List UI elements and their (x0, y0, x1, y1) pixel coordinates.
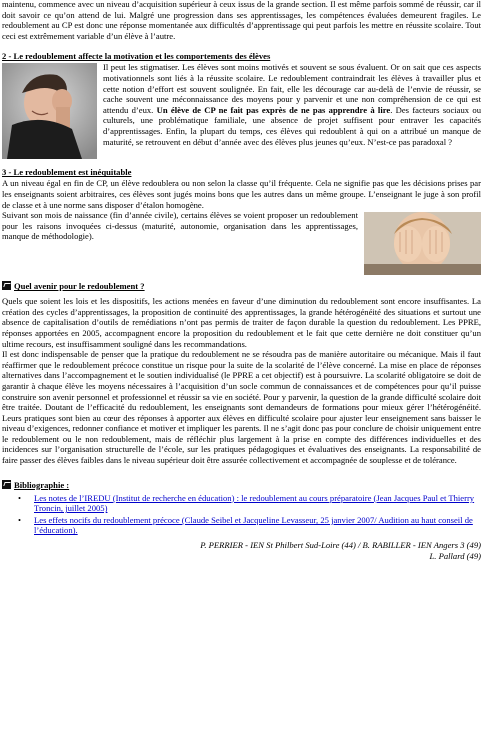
bibliography-link-iredu[interactable]: Les notes de l’IREDU (Institut de recherche en éducation) : le redoublement au cours préparatoire (Jean Jacques Paul et Thierry Troncin, juillet 2005) (34, 492, 475, 514)
section2-emphasis: Un élève de CP ne fait pas exprès de ne pas apprendre à lire (156, 104, 391, 115)
avenir-heading (2, 281, 481, 292)
section2-body (2, 62, 481, 159)
authors-footer (2, 540, 481, 561)
checkbox-icon (2, 281, 11, 290)
avenir-heading-label: Quel avenir pour le redoublement ? (14, 281, 145, 292)
bibliography-list (2, 493, 481, 536)
section3-heading: 3 - Le redoublement est inéquitable (2, 167, 132, 178)
section2-text-b: . Des facteurs sociaux ou culturels, une problématique familiale, une absence de projet suffisent pour entraver les capacités d’apprentissages. Enfin, la plupart du temps, ces élèves qui redoublent à qui on a attribué un manque de maturité, se retrouvent en début d’année avec des élèves plus jeunes qu’eux. N’est-ce pas paradoxal ? (103, 104, 481, 147)
section3-paragraph-2: Suivant son mois de naissance (fin d’année civile), certains élèves se voient proposer un redoublement pour les raisons invoquées ci-dessus (maturité, autonomie, organisation dans les apprentissages, manque de méthodologie). (2, 210, 358, 242)
bibliography-link-effets-nocifs[interactable]: Les effets nocifs du redoublement précoce (Claude Seibel et Jacqueline Levasseur, 25 janvier 2007/ Audition au haut conseil de l’éducation). (34, 514, 473, 536)
intro-paragraph: maintenu, commence avec un niveau d’acquisition supérieur à ceux issus de la grande section. Il est même parfois sommé de réussir, car il doit savoir ce qu’on attend de lui. Malgré une progression dans ses apprentissages, les compétences évaluées demeurent fragiles. Le redoublement au CP est donc une réponse momentanée aux difficultés d’apprentissage qui peut parfois les mettre en réussite scolaire. Tout ceci est extrêmement variable d’un élève à l’autre. (2, 0, 481, 41)
bibliography-item (34, 493, 481, 514)
bibliography-item (34, 515, 481, 536)
checkbox-icon (2, 480, 11, 489)
boy-head-in-hand-photo (2, 63, 97, 159)
section3-paragraph-1: A un niveau égal en fin de CP, un élève redoublera ou non selon la classe qu’il fréquente. Cela ne signifie pas que les décisions prises par les enseignants soient arbitraires, ces élèves sont jugés moins bons que les autres dans un même groupe. L’enseignant le juge à son profil de classe et à une norme sans disposer d’étalon homogène. (2, 178, 481, 210)
bibliography-heading-label: Bibliographie : (14, 479, 70, 490)
section3-body (2, 210, 481, 275)
bibliography-heading (2, 480, 481, 491)
avenir-paragraph-1: Quels que soient les lois et les dispositifs, les actions menées en faveur d’une diminution du redoublement sont encore insuffisantes. La création des cycles d’apprentissages, la proposition de continuité des apprentissages, la grande hétérogénéité des situations et surtout une absence de capitalisation d’outils de remédiations n’ont pas permis de traiter de façon durable la question du redoublement. Les PPRE, réponses apportées en 2005, accompagnent encore la proposition du redoublement et le fait que cette dernière ne doit constituer qu’un ultime recours, est insuffisamment souligné dans les recommandations. (2, 296, 481, 349)
section2-text-a: Il peut les stigmatiser. Les élèves sont moins motivés et souvent se sous évaluent. Or on sait que ces aspects motivationnels sont liés à la réussite scolaire. Le redoublement contraindrait les élèves à travailler plus et cette notion d’effort est souvent soulignée. En fait, elle les décourage car au-delà de l’envie de réussir, se cache souvent une méconnaissance des moyens pour y parvenir et une non compréhension de ce qui est attendu d’eux. (103, 62, 481, 115)
footer-line-1: P. PERRIER - IEN St Philbert Sud-Loire (44) / B. RABILLER - IEN Angers 3 (49) (200, 540, 481, 551)
child-covering-eyes-photo (364, 212, 481, 275)
section2-heading: 2 - Le redoublement affecte la motivation et les comportements des élèves (2, 51, 271, 62)
footer-line-2: L. Pallard (49) (429, 550, 481, 561)
avenir-paragraph-2: Il est donc indispensable de penser que la pratique du redoublement ne se résoudra pas de manière autoritaire ou mécanique. Mais il faut réaffirmer que le redoublement précoce constitue un risque pour la suite de la scolarité de l’élève concerné. La mise en place de réponses alternatives dans l’accompagnement et le soutien individualisé (le PPRE a cet objectif) est à poursuivre. La scolarité obligatoire se doit de garantir à chaque élève les moyens nécessaires à l’acquisition d’un socle commun de connaissances et de compétences pour qu’il puisse construire son avenir personnel et professionnel et réussir sa vie en société. Pour y parvenir, la question de la grande difficulté scolaire doit être traitée. Doutant de l’efficacité du redoublement, les enseignants sont demandeurs de formations pour mieux gérer l’hétérogénéité. Leurs pratiques sont bien au cœur des réponses à apporter aux élèves en difficulté scolaire pour ajuster leur enseignement sans baisser le niveau d’exigences, redonner confiance et motiver et impliquer les parents. Il ne s’agit donc pas pour conclure de choisir uniquement entre le redoublement ou le non redoublement, mais de réfléchir plus largement à la prise en compte des différences individuelles et des incidences sur l’organisation structurelle de l’école, sur les pratiques pédagogiques et évaluatives des enseignants. La responsabilité de faire passer des élèves faibles dans le niveau supérieur doit être assurée collectivement et accompagnée de souplesse et de tolérance. (2, 349, 481, 466)
